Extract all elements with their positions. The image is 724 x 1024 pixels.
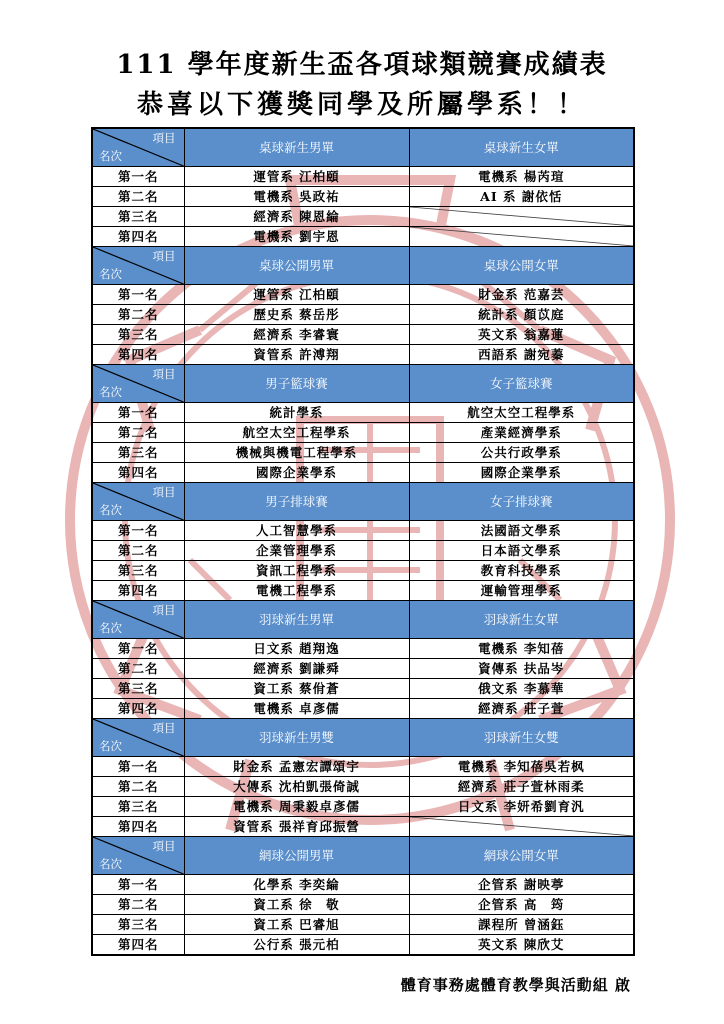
table-row bbox=[92, 639, 634, 659]
winner-right: 電機系 李知蓓 bbox=[409, 639, 634, 659]
page-subtitle: 恭喜以下獲獎同學及所屬學系！！ bbox=[136, 90, 587, 120]
event-title-right: 網球公開女單 bbox=[409, 837, 634, 875]
event-title-right: 桌球新生女單 bbox=[409, 128, 634, 167]
table-row bbox=[92, 757, 634, 777]
section-header bbox=[92, 837, 634, 875]
winner-right: 運輸管理學系 bbox=[409, 581, 634, 601]
winner-left: 大傳系 沈柏凱張倚誠 bbox=[184, 777, 409, 797]
header-corner-cell bbox=[92, 247, 184, 285]
winner-right: 公共行政學系 bbox=[409, 443, 634, 463]
winner-left: 企業管理學系 bbox=[184, 541, 409, 561]
header-item-label: 項目 bbox=[152, 839, 176, 853]
rank-cell: 第三名 bbox=[92, 679, 184, 699]
header-rank-label: 名次 bbox=[99, 739, 122, 753]
winner-left: 經濟系 李睿寰 bbox=[184, 325, 409, 345]
empty-cell bbox=[409, 227, 634, 247]
rank-cell: 第四名 bbox=[92, 699, 184, 719]
header-corner-cell bbox=[92, 365, 184, 403]
event-title-left: 男子籃球賽 bbox=[184, 365, 409, 403]
event-title-right: 羽球新生女雙 bbox=[409, 719, 634, 757]
rank-cell: 第二名 bbox=[92, 187, 184, 207]
section-header bbox=[92, 483, 634, 521]
rank-cell: 第二名 bbox=[92, 895, 184, 915]
winner-left: 經濟系 劉謙舜 bbox=[184, 659, 409, 679]
section-header bbox=[92, 719, 634, 757]
header-item-label: 項目 bbox=[152, 367, 176, 381]
results-grid bbox=[91, 127, 635, 956]
winner-left: 資工系 徐 敬 bbox=[184, 895, 409, 915]
empty-cell bbox=[409, 817, 634, 837]
winner-left: 歷史系 蔡岳彤 bbox=[184, 305, 409, 325]
event-title-right: 女子排球賽 bbox=[409, 483, 634, 521]
header-rank-label: 名次 bbox=[99, 857, 122, 871]
table-row bbox=[92, 541, 634, 561]
event-title-right: 桌球公開女單 bbox=[409, 247, 634, 285]
event-title-left: 網球公開男單 bbox=[184, 837, 409, 875]
table-row bbox=[92, 561, 634, 581]
winner-left: 日文系 趙翔逸 bbox=[184, 639, 409, 659]
winner-left: 資工系 巴睿旭 bbox=[184, 915, 409, 935]
table-row bbox=[92, 443, 634, 463]
winner-left: 電機系 周秉毅卓彥儒 bbox=[184, 797, 409, 817]
winner-left: 資管系 張祥育邱振營 bbox=[184, 817, 409, 837]
rank-cell: 第一名 bbox=[92, 285, 184, 305]
table-row bbox=[92, 207, 634, 227]
winner-left: 電機系 吳政祐 bbox=[184, 187, 409, 207]
winner-right: 日本語文學系 bbox=[409, 541, 634, 561]
event-title-left: 桌球公開男單 bbox=[184, 247, 409, 285]
winner-left: 運管系 江柏頤 bbox=[184, 167, 409, 187]
table-row bbox=[92, 521, 634, 541]
table-row bbox=[92, 463, 634, 483]
winner-right: 企管系 謝映葶 bbox=[409, 875, 634, 895]
section-header bbox=[92, 128, 634, 167]
rank-cell: 第二名 bbox=[92, 423, 184, 443]
table-row bbox=[92, 187, 634, 207]
header-item-label: 項目 bbox=[152, 603, 176, 617]
winner-right: 俄文系 李慕華 bbox=[409, 679, 634, 699]
table-row bbox=[92, 403, 634, 423]
winner-right: 教育科技學系 bbox=[409, 561, 634, 581]
winner-right: 財金系 范嘉芸 bbox=[409, 285, 634, 305]
header-corner-cell bbox=[92, 483, 184, 521]
header-item-label: 項目 bbox=[152, 131, 176, 145]
winner-left: 化學系 李奕綸 bbox=[184, 875, 409, 895]
header-rank-label: 名次 bbox=[99, 149, 122, 163]
winner-right: 法國語文學系 bbox=[409, 521, 634, 541]
header-item-label: 項目 bbox=[152, 721, 176, 735]
winner-left: 電機系 劉宇恩 bbox=[184, 227, 409, 247]
event-title-left: 羽球新生男單 bbox=[184, 601, 409, 639]
table-row bbox=[92, 777, 634, 797]
winner-left: 資工系 蔡佾蒼 bbox=[184, 679, 409, 699]
header-corner-cell bbox=[92, 128, 184, 167]
header-item-label: 項目 bbox=[152, 249, 176, 263]
header-rank-label: 名次 bbox=[99, 503, 122, 517]
winner-right: AI 系 謝依恬 bbox=[409, 187, 634, 207]
table-row bbox=[92, 935, 634, 956]
empty-cell bbox=[409, 207, 634, 227]
winner-right: 電機系 李知蓓吳若枫 bbox=[409, 757, 634, 777]
section-header bbox=[92, 601, 634, 639]
rank-cell: 第一名 bbox=[92, 639, 184, 659]
table-row bbox=[92, 167, 634, 187]
rank-cell: 第一名 bbox=[92, 875, 184, 895]
winner-left: 電機工程學系 bbox=[184, 581, 409, 601]
table-row bbox=[92, 581, 634, 601]
header-corner-cell bbox=[92, 719, 184, 757]
rank-cell: 第三名 bbox=[92, 207, 184, 227]
winner-right: 經濟系 莊子萱林雨柔 bbox=[409, 777, 634, 797]
table-row bbox=[92, 285, 634, 305]
table-row bbox=[92, 699, 634, 719]
rank-cell: 第三名 bbox=[92, 915, 184, 935]
rank-cell: 第一名 bbox=[92, 403, 184, 423]
event-title-left: 男子排球賽 bbox=[184, 483, 409, 521]
winner-right: 電機系 楊芮瑄 bbox=[409, 167, 634, 187]
header-corner-cell bbox=[92, 601, 184, 639]
rank-cell: 第一名 bbox=[92, 757, 184, 777]
winner-left: 電機系 卓彥儒 bbox=[184, 699, 409, 719]
rank-cell: 第三名 bbox=[92, 443, 184, 463]
winner-left: 人工智慧學系 bbox=[184, 521, 409, 541]
event-title-right: 女子籃球賽 bbox=[409, 365, 634, 403]
rank-cell: 第四名 bbox=[92, 227, 184, 247]
winner-left: 公行系 張元柏 bbox=[184, 935, 409, 956]
page-title: 111 學年度新生盃各項球類競賽成績表 bbox=[116, 50, 608, 80]
header-rank-label: 名次 bbox=[99, 385, 122, 399]
event-title-right: 羽球新生女單 bbox=[409, 601, 634, 639]
winner-left: 機械與機電工程學系 bbox=[184, 443, 409, 463]
winner-right: 企管系 高 筠 bbox=[409, 895, 634, 915]
rank-cell: 第三名 bbox=[92, 561, 184, 581]
rank-cell: 第一名 bbox=[92, 521, 184, 541]
event-title-left: 羽球新生男雙 bbox=[184, 719, 409, 757]
winner-right: 國際企業學系 bbox=[409, 463, 634, 483]
issuer-signature: 體育事務處體育教學與活動組 啟 bbox=[400, 976, 631, 994]
winner-right: 日文系 李妍希劉育汎 bbox=[409, 797, 634, 817]
winner-right: 課程所 曾涵鈺 bbox=[409, 915, 634, 935]
winner-left: 經濟系 陳恩綸 bbox=[184, 207, 409, 227]
rank-cell: 第二名 bbox=[92, 541, 184, 561]
rank-cell: 第四名 bbox=[92, 463, 184, 483]
header-corner-cell bbox=[92, 837, 184, 875]
rank-cell: 第四名 bbox=[92, 817, 184, 837]
rank-cell: 第二名 bbox=[92, 659, 184, 679]
winner-left: 資管系 許溥翔 bbox=[184, 345, 409, 365]
rank-cell: 第四名 bbox=[92, 935, 184, 956]
rank-cell: 第二名 bbox=[92, 305, 184, 325]
winner-right: 航空太空工程學系 bbox=[409, 403, 634, 423]
table-row bbox=[92, 227, 634, 247]
rank-cell: 第四名 bbox=[92, 345, 184, 365]
table-row bbox=[92, 875, 634, 895]
table-row bbox=[92, 305, 634, 325]
winner-left: 航空太空工程學系 bbox=[184, 423, 409, 443]
header-item-label: 項目 bbox=[152, 485, 176, 499]
table-row bbox=[92, 915, 634, 935]
header-rank-label: 名次 bbox=[99, 621, 122, 635]
header-rank-label: 名次 bbox=[99, 267, 122, 281]
winner-right: 英文系 陳欣艾 bbox=[409, 935, 634, 956]
rank-cell: 第一名 bbox=[92, 167, 184, 187]
winner-right: 資傳系 扶品岑 bbox=[409, 659, 634, 679]
table-row bbox=[92, 817, 634, 837]
table-row bbox=[92, 423, 634, 443]
winner-right: 西語系 謝宛蓁 bbox=[409, 345, 634, 365]
winner-right: 統計系 顏苡庭 bbox=[409, 305, 634, 325]
event-title-left: 桌球新生男單 bbox=[184, 128, 409, 167]
rank-cell: 第二名 bbox=[92, 777, 184, 797]
winner-left: 統計學系 bbox=[184, 403, 409, 423]
winner-right: 經濟系 莊子萱 bbox=[409, 699, 634, 719]
rank-cell: 第三名 bbox=[92, 797, 184, 817]
winner-left: 資訊工程學系 bbox=[184, 561, 409, 581]
winner-right: 英文系 翁嘉蓮 bbox=[409, 325, 634, 345]
rank-cell: 第四名 bbox=[92, 581, 184, 601]
table-row bbox=[92, 325, 634, 345]
section-header bbox=[92, 247, 634, 285]
winner-right: 產業經濟學系 bbox=[409, 423, 634, 443]
section-header bbox=[92, 365, 634, 403]
table-row bbox=[92, 797, 634, 817]
table-row bbox=[92, 345, 634, 365]
rank-cell: 第三名 bbox=[92, 325, 184, 345]
winner-left: 國際企業學系 bbox=[184, 463, 409, 483]
winner-left: 財金系 孟憲宏譚頌宇 bbox=[184, 757, 409, 777]
results-table bbox=[91, 127, 633, 956]
winner-left: 運管系 江柏頤 bbox=[184, 285, 409, 305]
table-row bbox=[92, 659, 634, 679]
table-row bbox=[92, 895, 634, 915]
table-row bbox=[92, 679, 634, 699]
